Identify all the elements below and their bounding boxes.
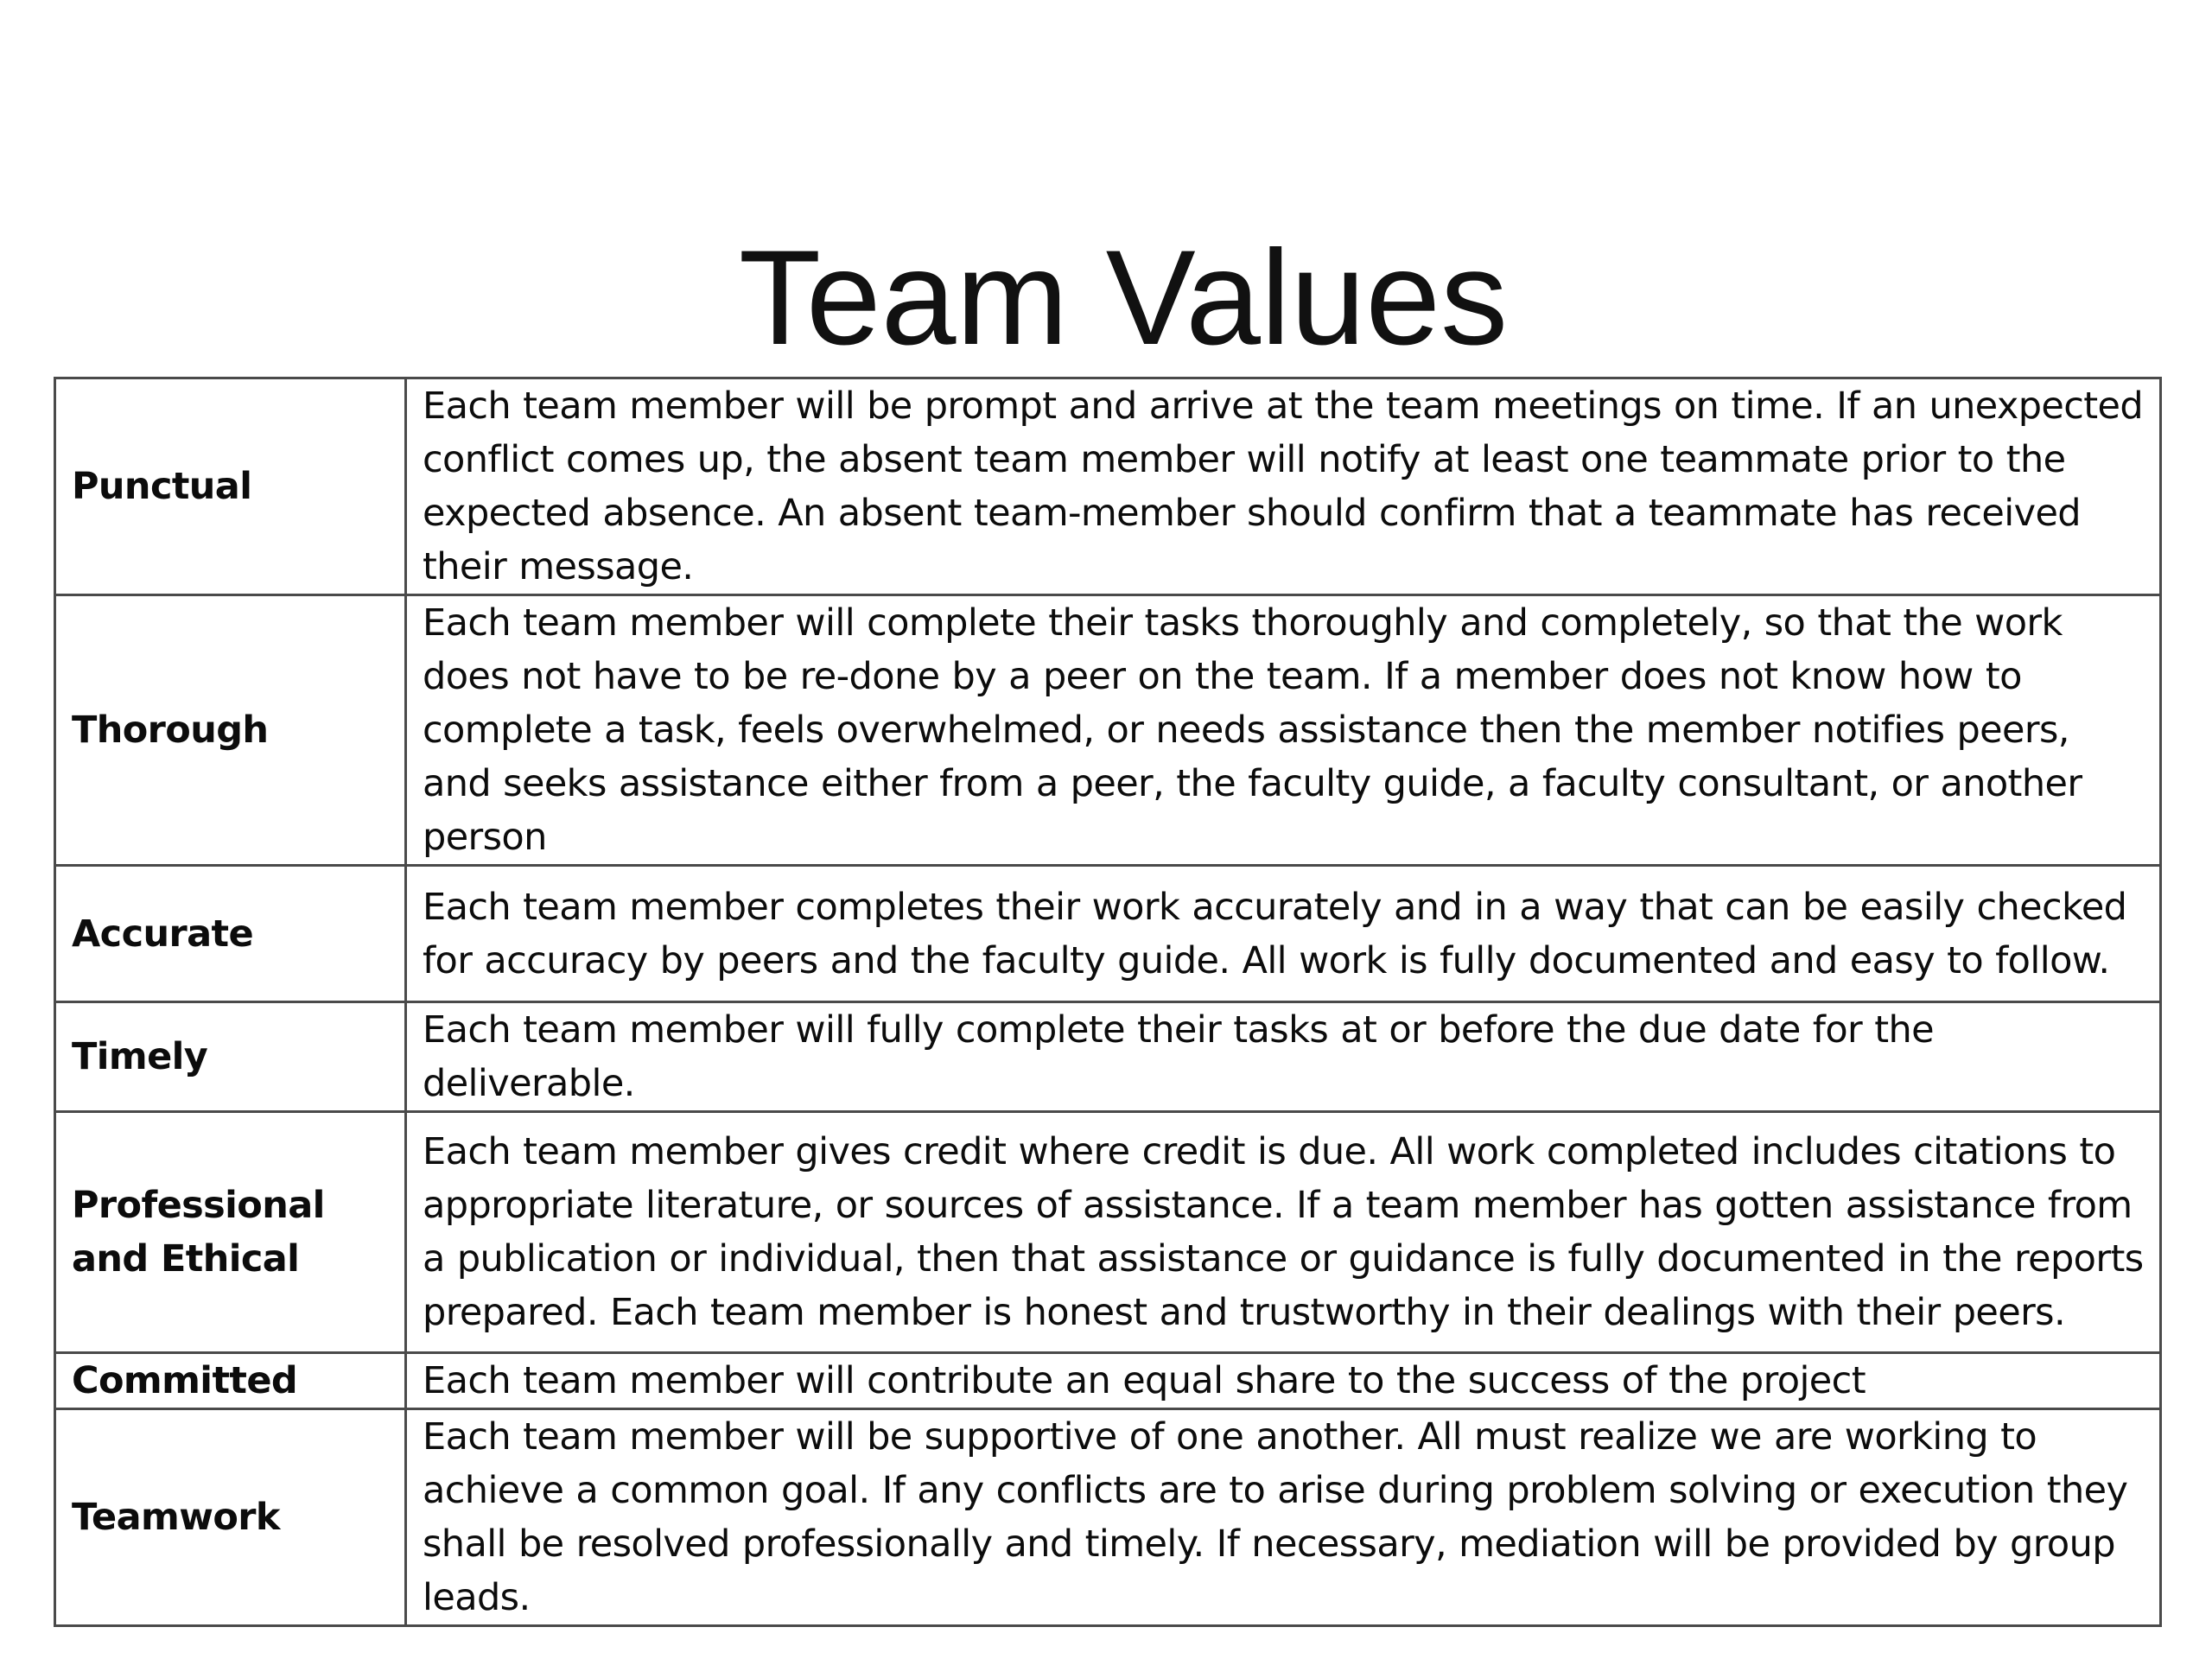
value-description: Each team member completes their work accurately and in a way that can be easily checked for accuracy by peers and the faculty guide. All work is fully documented and easy to follow. xyxy=(406,866,2161,1002)
table-row xyxy=(55,866,2161,1002)
value-description: Each team member will fully complete their tasks at or before the due date for the deliverable. xyxy=(406,1002,2161,1112)
value-label: Punctual xyxy=(55,378,406,595)
value-label: Teamwork xyxy=(55,1409,406,1626)
table-row xyxy=(55,1002,2161,1112)
table-row xyxy=(55,1353,2161,1409)
value-description: Each team member will be prompt and arrive at the team meetings on time. If an unexpected conflict comes up, the absent team member will notify at least one teammate prior to the expected absence. An absent team-member should confirm that a teammate has received their message. xyxy=(406,378,2161,595)
value-description: Each team member will complete their tasks thoroughly and completely, so that the work does not have to be re-done by a peer on the team. If a member does not know how to complete a task, feels overwhelmed, or needs assistance then the member notifies peers, and seeks assistance either from a peer, the faculty guide, a faculty consultant, or another person xyxy=(406,595,2161,866)
table-row xyxy=(55,1409,2161,1626)
table-row xyxy=(55,595,2161,866)
value-label: Accurate xyxy=(55,866,406,1002)
value-description: Each team member gives credit where credit is due. All work completed includes citations to appropriate literature, or sources of assistance. If a team member has gotten assistance from a publication or individual, then that assistance or guidance is fully documented in the reports prepared. Each team member is honest and trustworthy in their dealings with their peers. xyxy=(406,1112,2161,1353)
value-label: Committed xyxy=(55,1353,406,1409)
value-description: Each team member will contribute an equal share to the success of the project xyxy=(406,1353,2161,1409)
team-values-table xyxy=(54,377,2162,1627)
value-label: Professional and Ethical xyxy=(55,1112,406,1353)
value-label: Thorough xyxy=(55,595,406,866)
value-label: Timely xyxy=(55,1002,406,1112)
table-row xyxy=(55,1112,2161,1353)
slide-title: Team Values xyxy=(738,222,1509,373)
value-description: Each team member will be supportive of one another. All must realize we are working to achieve a common goal. If any conflicts are to arise during problem solving or execution they shall be resolved professionally and timely. If necessary, mediation will be provided by group leads. xyxy=(406,1409,2161,1626)
table-row xyxy=(55,378,2161,595)
